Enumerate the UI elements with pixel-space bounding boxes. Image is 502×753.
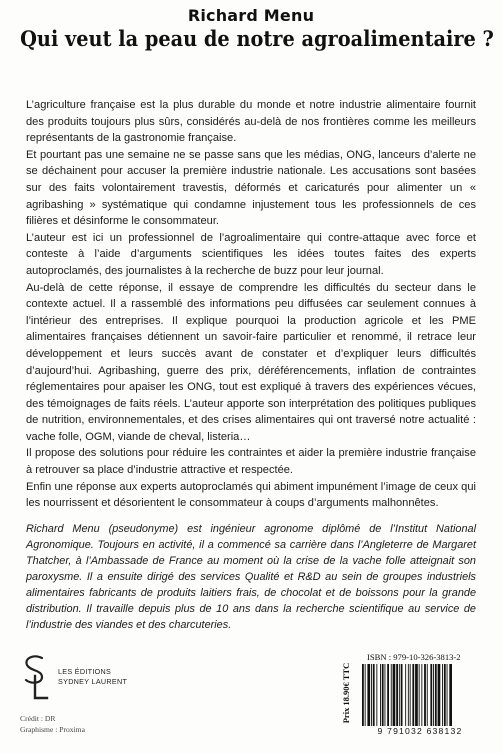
author-name: Richard Menu: [187, 6, 315, 25]
isbn-label: ISBN : 979-10-326-3813-2: [367, 652, 461, 662]
summary-text: [26, 97, 476, 512]
price-text: Prix 18.90€ TTC: [341, 662, 351, 724]
price-label: [336, 648, 356, 738]
publisher-line-2: SYDNEY LAURENT: [58, 676, 128, 686]
credits: [20, 713, 85, 735]
publisher-line-1: LES ÉDITIONS: [58, 667, 112, 676]
author-bio-text: Richard Menu (pseudonyme) est ingénieur agronome diplômé de l’Institut National Agronomique. Toujours en activité, il a commencé sa carrière dans l’Angleterre de Margaret Thatcher, à l’Ambassade de France au moment où la crise de la vache folle atteignait son paroxysme. Il a ensuite dirigé des services Qualité et R&D au sein de groupes industriels alimentaires fabricants de produits laitiers frais, de chocolat et de boissons pour la grande distribution. Il travaille depuis plus de 10 ans dans la recherche scientifique au service de l’industrie des viandes et des charcuteries.: [26, 523, 476, 631]
summary-paragraph-4: Au-delà de cette réponse, il essaye de comprendre les difficultés du secteur dans le contexte actuel. Il a rassemblé des informations peu diffusées car seulement connues à l’intérieur des entreprises. Il explique pourquoi la production agricole et les PME alimentaires françaises détiennent un savoir-faire particulier et renommé, il retrace leur développement et leurs succès avant de constater et d’expliquer leurs difficultés d’aujourd’hui. Agribashing, guerre des prix, déréférencements, inflation de contraintes réglementaires pour apaiser les ONG, tout est expliqué à travers des expériences vécues, des témoignages de faits réels. L’auteur apporte son interprétation des politiques publiques de nutrition, environnementales, et des crises alimentaires qui ont traversé notre actualité : vache folle, OGM, viande de cheval, listeria…: [26, 281, 476, 443]
publisher-name: [58, 667, 127, 686]
summary-paragraph-2: Et pourtant pas une semaine ne se passe sans que les médias, ONG, lanceurs d’alerte ne se déchainent pour accuser la première industrie nationale. Les accusations sont basées sur des faits volontairement travestis, déformés et caricaturés pour alimenter un « agribashing » systématique qui condamne injustement tous les professionnels de ces filières et désinforme le consommateur.: [26, 148, 476, 228]
summary-paragraph-5: Il propose des solutions pour réduire les contraintes et aider la première industrie française à retrouver sa place d’industrie attractive et respectée.: [26, 447, 476, 477]
author-bio: [26, 521, 476, 633]
book-title: Qui veut la peau de notre agroalimentaire ?: [20, 26, 494, 51]
publisher-logo-icon: [20, 654, 50, 702]
design-credit: Graphisme : Proxima: [20, 725, 85, 734]
summary-paragraph-3: L’auteur est ici un professionnel de l’agroalimentaire qui contre-attaque avec force et conteste à l’aide d’arguments scientifiques les idées toutes faites des experts autoproclamés, des journalistes à la recherche de buzz pour leur journal.: [26, 231, 476, 277]
summary-paragraph-1: L’agriculture française est la plus durable du monde et notre industrie alimentaire fournit des produits toujours plus sûrs, considérés au-delà de nos frontières comme les meilleurs représentants de la gastronomie française.: [26, 99, 476, 145]
barcode-icon: [360, 664, 480, 726]
summary-paragraph-6: Enfin une réponse aux experts autoproclamés qui abiment impunément l’image de ceux qui les nourrissent et désorientent le consommateur à coups d’arguments malhonnêtes.: [26, 480, 476, 510]
barcode-number: 9 791032 638132: [377, 726, 463, 736]
photo-credit: Crédit : DR: [20, 714, 56, 723]
